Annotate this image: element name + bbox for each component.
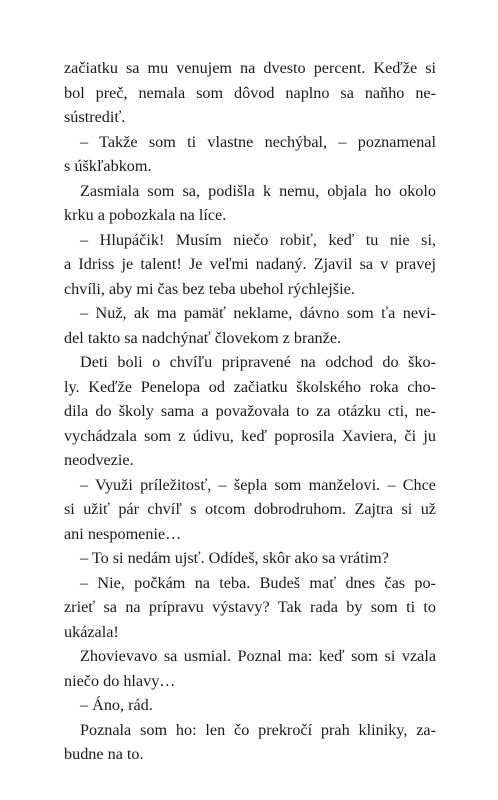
text-line: Poznala som ho: len čo prekročí prah kliniky, za- xyxy=(80,720,436,739)
text-line: – Áno, rád. xyxy=(80,696,153,714)
text-line: ani nespomenie… xyxy=(64,524,182,543)
text-line: – Hlupáčik! Musím niečo robiť, keď tu nie si, xyxy=(80,230,436,249)
text-line: – Nie, počkám na teba. Budeš mať dnes čas po- xyxy=(80,573,436,592)
text-line: dila do školy sama a považovala to za otázku cti, ne- xyxy=(64,402,436,420)
text-line: bol preč, nemala som dôvod naplno sa naňho ne- xyxy=(64,83,436,102)
text-line: s úškľabkom. xyxy=(64,157,152,175)
text-line: – Nuž, ak ma pamäť neklame, dávno som ťa nevi- xyxy=(80,304,436,322)
text-line: vychádzala som z údivu, keď poprosila Xaviera, či ju xyxy=(64,426,436,445)
text-line: zrieť sa na prípravu výstavy? Tak rada by som ti to xyxy=(64,598,436,616)
book-page-text xyxy=(64,56,436,767)
text-line: Zasmiala som sa, podišla k nemu, objala ho okolo xyxy=(80,181,436,200)
text-line: budne na to. xyxy=(64,745,144,763)
text-line: ly. Keďže Penelopa od začiatku školského roka cho- xyxy=(64,377,436,396)
text-line: – Takže som ti vlastne nechýbal, – poznamenal xyxy=(80,132,436,151)
text-line: – To si nedám ujsť. Odídeš, skôr ako sa vrátim? xyxy=(80,549,389,567)
text-line: niečo do hlavy… xyxy=(64,671,176,690)
text-line: krku a pobozkala na líce. xyxy=(64,206,227,224)
text-line: ukázala! xyxy=(64,622,119,641)
text-line: sústrediť. xyxy=(64,108,126,126)
text-line: Deti boli o chvíľu pripravené na odchod do ško- xyxy=(80,353,436,371)
text-line: del takto sa nadchýnať človekom z branže. xyxy=(64,328,342,347)
text-line: si užiť pár chvíľ s otcom dobrodruhom. Zajtra si už xyxy=(64,500,436,518)
text-line: a Idriss je talent! Je veľmi nadaný. Zjavil sa v pravej xyxy=(64,255,436,273)
text-line: chvíli, aby mi čas bez teba ubehol rýchlejšie. xyxy=(64,279,355,298)
text-line: – Využi príležitosť, – šepla som manželovi. – Chce xyxy=(80,475,436,494)
text-line: začiatku sa mu venujem na dvesto percent. Keďže si xyxy=(64,59,436,77)
text-line: Zhovievavo sa usmial. Poznal ma: keď som si vzala xyxy=(80,647,436,665)
text-line: neodvezie. xyxy=(64,451,134,469)
